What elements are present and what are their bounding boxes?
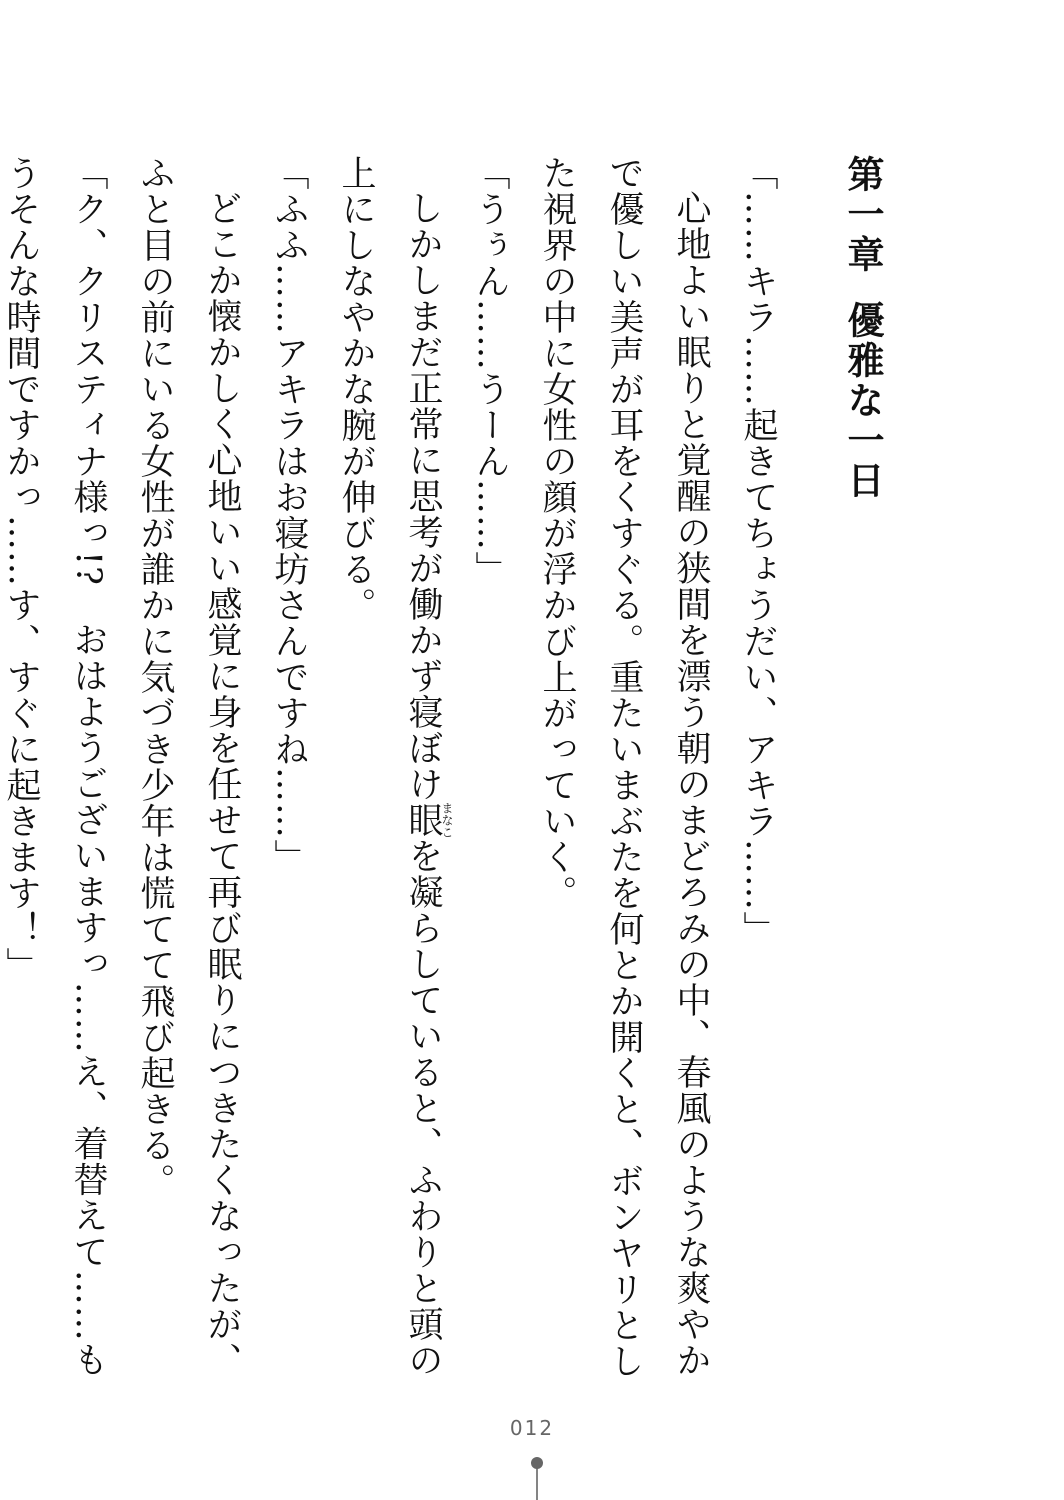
page-number: 012 [509,1416,555,1440]
vertical-text-body [0,155,896,1385]
ruby-reading: まなこ [440,802,454,838]
chapter-title: 優雅な一日 [841,301,884,501]
chapter-heading [829,155,896,1385]
ruby-base: 眼 [403,802,443,838]
ruby-manako [403,802,454,838]
footer-ornament-icon [530,1456,544,1500]
paragraph-narration-1: 心地よい眠りと覚醒の狭間を漂う朝のまどろみの中、春風のような爽やかで優しい美声が耳をくすぐる。重たいまぶたを何とか開くと、ボンヤリとした視界の中に女性の顔が浮かび上がっていく。 [537,155,711,1379]
page-footer [0,1416,1064,1440]
narration-2-before: しかしまだ正常に思考が働かず寝ぼけ [403,190,443,802]
paragraph-dialogue-4: 「ク、クリスティナ様っ!? おはようございますっ……え、着替えて……もうそんな時間ですかっ……す、すぐに起きます！」 [1,155,108,1378]
chapter-number: 第一章 [841,155,884,275]
paragraph-dialogue-1: 「……キラ……起きてちょうだい、アキラ……」 [738,155,778,947]
paragraph-dialogue-3: 「ふふ……アキラはお寝坊さんですね……」 [269,155,309,875]
narration-2-after: を凝らしていると、ふわりと頭の上にしなやかな腕が伸びる。 [336,155,443,1378]
paragraph-narration-3: どこか懐かしく心地いい感覚に身を任せて再び眠りにつきたくなったが、ふと目の前にいる女性が誰かに気づき少年は慌てて飛び起きる。 [135,155,242,1378]
paragraph-dialogue-2: 「うぅん……うーん……」 [470,155,510,587]
paragraph-narration-2 [322,155,456,1385]
